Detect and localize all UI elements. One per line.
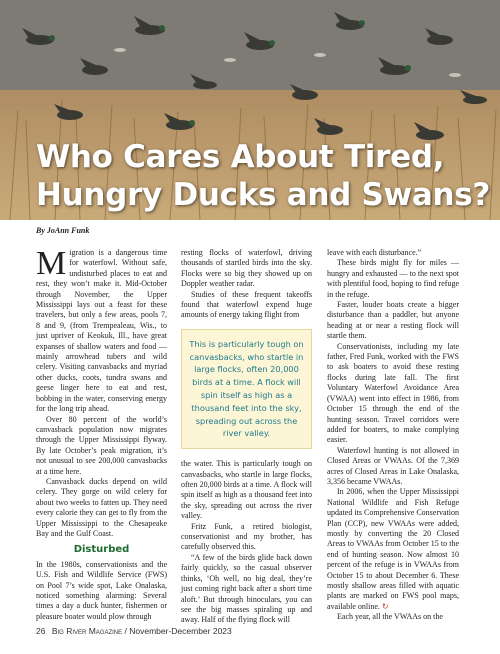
article-paragraph: Fritz Funk, a retired biologist, conservationist and my brother, has carefully observed this.: [181, 521, 312, 552]
article-paragraph: [327, 487, 459, 612]
article-paragraph: In the 1980s, conservationists and the U.S. Fish and Wildlife Service (FWS) on Pool 7’s wide spot, Lake Onalaska, noticed something alarming: Several times a day a duck hunter, fishermen or pleasure boater would plow through: [36, 559, 167, 621]
article-paragraph: [36, 245, 167, 415]
article-headline: Who Cares About Tired, Hungry Ducks and Swans?: [36, 139, 491, 213]
article-paragraph: These birds might fly for miles — hungry and exhausted — to the next spot with plentiful food, hoping to find refuge in the refuge.: [327, 258, 459, 299]
magazine-name: Big River Magazine: [51, 626, 123, 636]
article-paragraph: leave with each disturbance.”: [327, 248, 422, 257]
article-paragraph: Conservationists, including my late father, Fred Funk, worked with the FWS to ask boaters to avoid these resting flocks during late fall. The first Voluntary Waterfowl Avoidance Area (VWAA) went into effect in 1986, from October 15 through the end of the hunting season. Travel corridors were added for boaters, to make complying easier.: [327, 341, 459, 445]
byline: By JoAnn Funk: [36, 226, 90, 235]
article-paragraph: Studies of these frequent takeoffs found that waterfowl expend huge amounts of energy taking flight from: [181, 289, 312, 320]
hero-photo-ducks: [0, 0, 500, 220]
section-subhead: Disturbed: [73, 544, 130, 556]
article-paragraph: Waterfowl hunting is not allowed in Closed Areas or VWAAs. Of the 7,369 acres of Closed Areas in Lake Onalaska, 3,356 became VWAAs.: [327, 445, 459, 486]
drop-cap: M: [36, 245, 67, 282]
article-paragraph: resting flocks of waterfowl, driving thousands of startled birds into the sky. Flocks were so big they showed up on Doppler weather radar.: [181, 248, 312, 289]
page-number: 26: [36, 626, 46, 636]
article-column-1: [36, 245, 167, 622]
article-column-2: [181, 248, 312, 626]
article-paragraph: the water. This is particularly tough on canvasbacks, who startle in large flocks, often 20,000 birds at a time. A flock will spin itself as high as a thousand feet into the sky, spreading out across the river valley.: [181, 459, 312, 521]
page-footer: [36, 626, 232, 636]
issue-date: / November-December 2023: [124, 626, 232, 636]
continued-icon: ↻: [381, 601, 389, 611]
article-paragraph: Faster, louder boats create a bigger disturbance than a paddler, but anyone heading at or near a resting flock will startle them.: [327, 300, 459, 341]
article-paragraph: Over 80 percent of the world’s canvasback population now migrates through the Upper Mississippi flyway. By late October’s peak migration, it’s not unusual to see 200,000 canvasbacks at a time here.: [36, 414, 167, 476]
pull-quote: This is particularly tough on canvasbacks, who startle in large flocks, often 20,000 birds at a time. A flock will spin itself as high as a thousand feet into the sky, spreading out across the river valley.: [181, 329, 312, 449]
article-column-3: [327, 248, 459, 623]
article-paragraph: “A few of the birds glide back down fairly quickly, so the casual observer thinks, ‘Oh well, no big deal, they’re just coming right back after a short time aloft.’ But through binoculars, you can see the big masses spiraling up and away. Half of the flying flock will: [181, 552, 312, 625]
paragraph-text: igration is a dangerous time for waterfowl. Without safe, undisturbed places to eat and rest, they won’t make it. Mid-October through November, the Upper Mississippi lays out a feast for these travelers, but only a few areas, pools 7, 8 and 9, (from Trempealeau, Wis., to just upriver of Keokuk, Ill., have great expanses of shallow waters and food — mainly arrowhead tubers and wild celery. Visiting canvasbacks and myriad other ducks, coots, tundra swans and geese linger here to eat and rest, bobbing in the water, conserving energy for the long trip ahead.: [36, 248, 167, 414]
article-paragraph: Each year, all the VWAAs on the: [337, 612, 443, 622]
article-paragraph: Canvasback ducks depend on wild celery. They gorge on wild celery for about two weeks to fatten up. They need every calorie they can get to fly from the Upper Mississippi to the Chesapeake Bay and the Gulf Coast.: [36, 476, 167, 538]
paragraph-text: In 2006, when the Upper Mississippi National Wildlife and Fish Refuge updated its Comprehensive Conservation Plan (CCP), new VWAAs were added, mostly by converting the 20 Closed Areas to VWAAs from October 15 to the end of hunting season. Now almost 10 percent of the refuge is in VWAAs from October 15 to about December 6. These mostly shallow areas filled with aquatic plants are marked on FWS pool maps, available online.: [327, 487, 459, 611]
